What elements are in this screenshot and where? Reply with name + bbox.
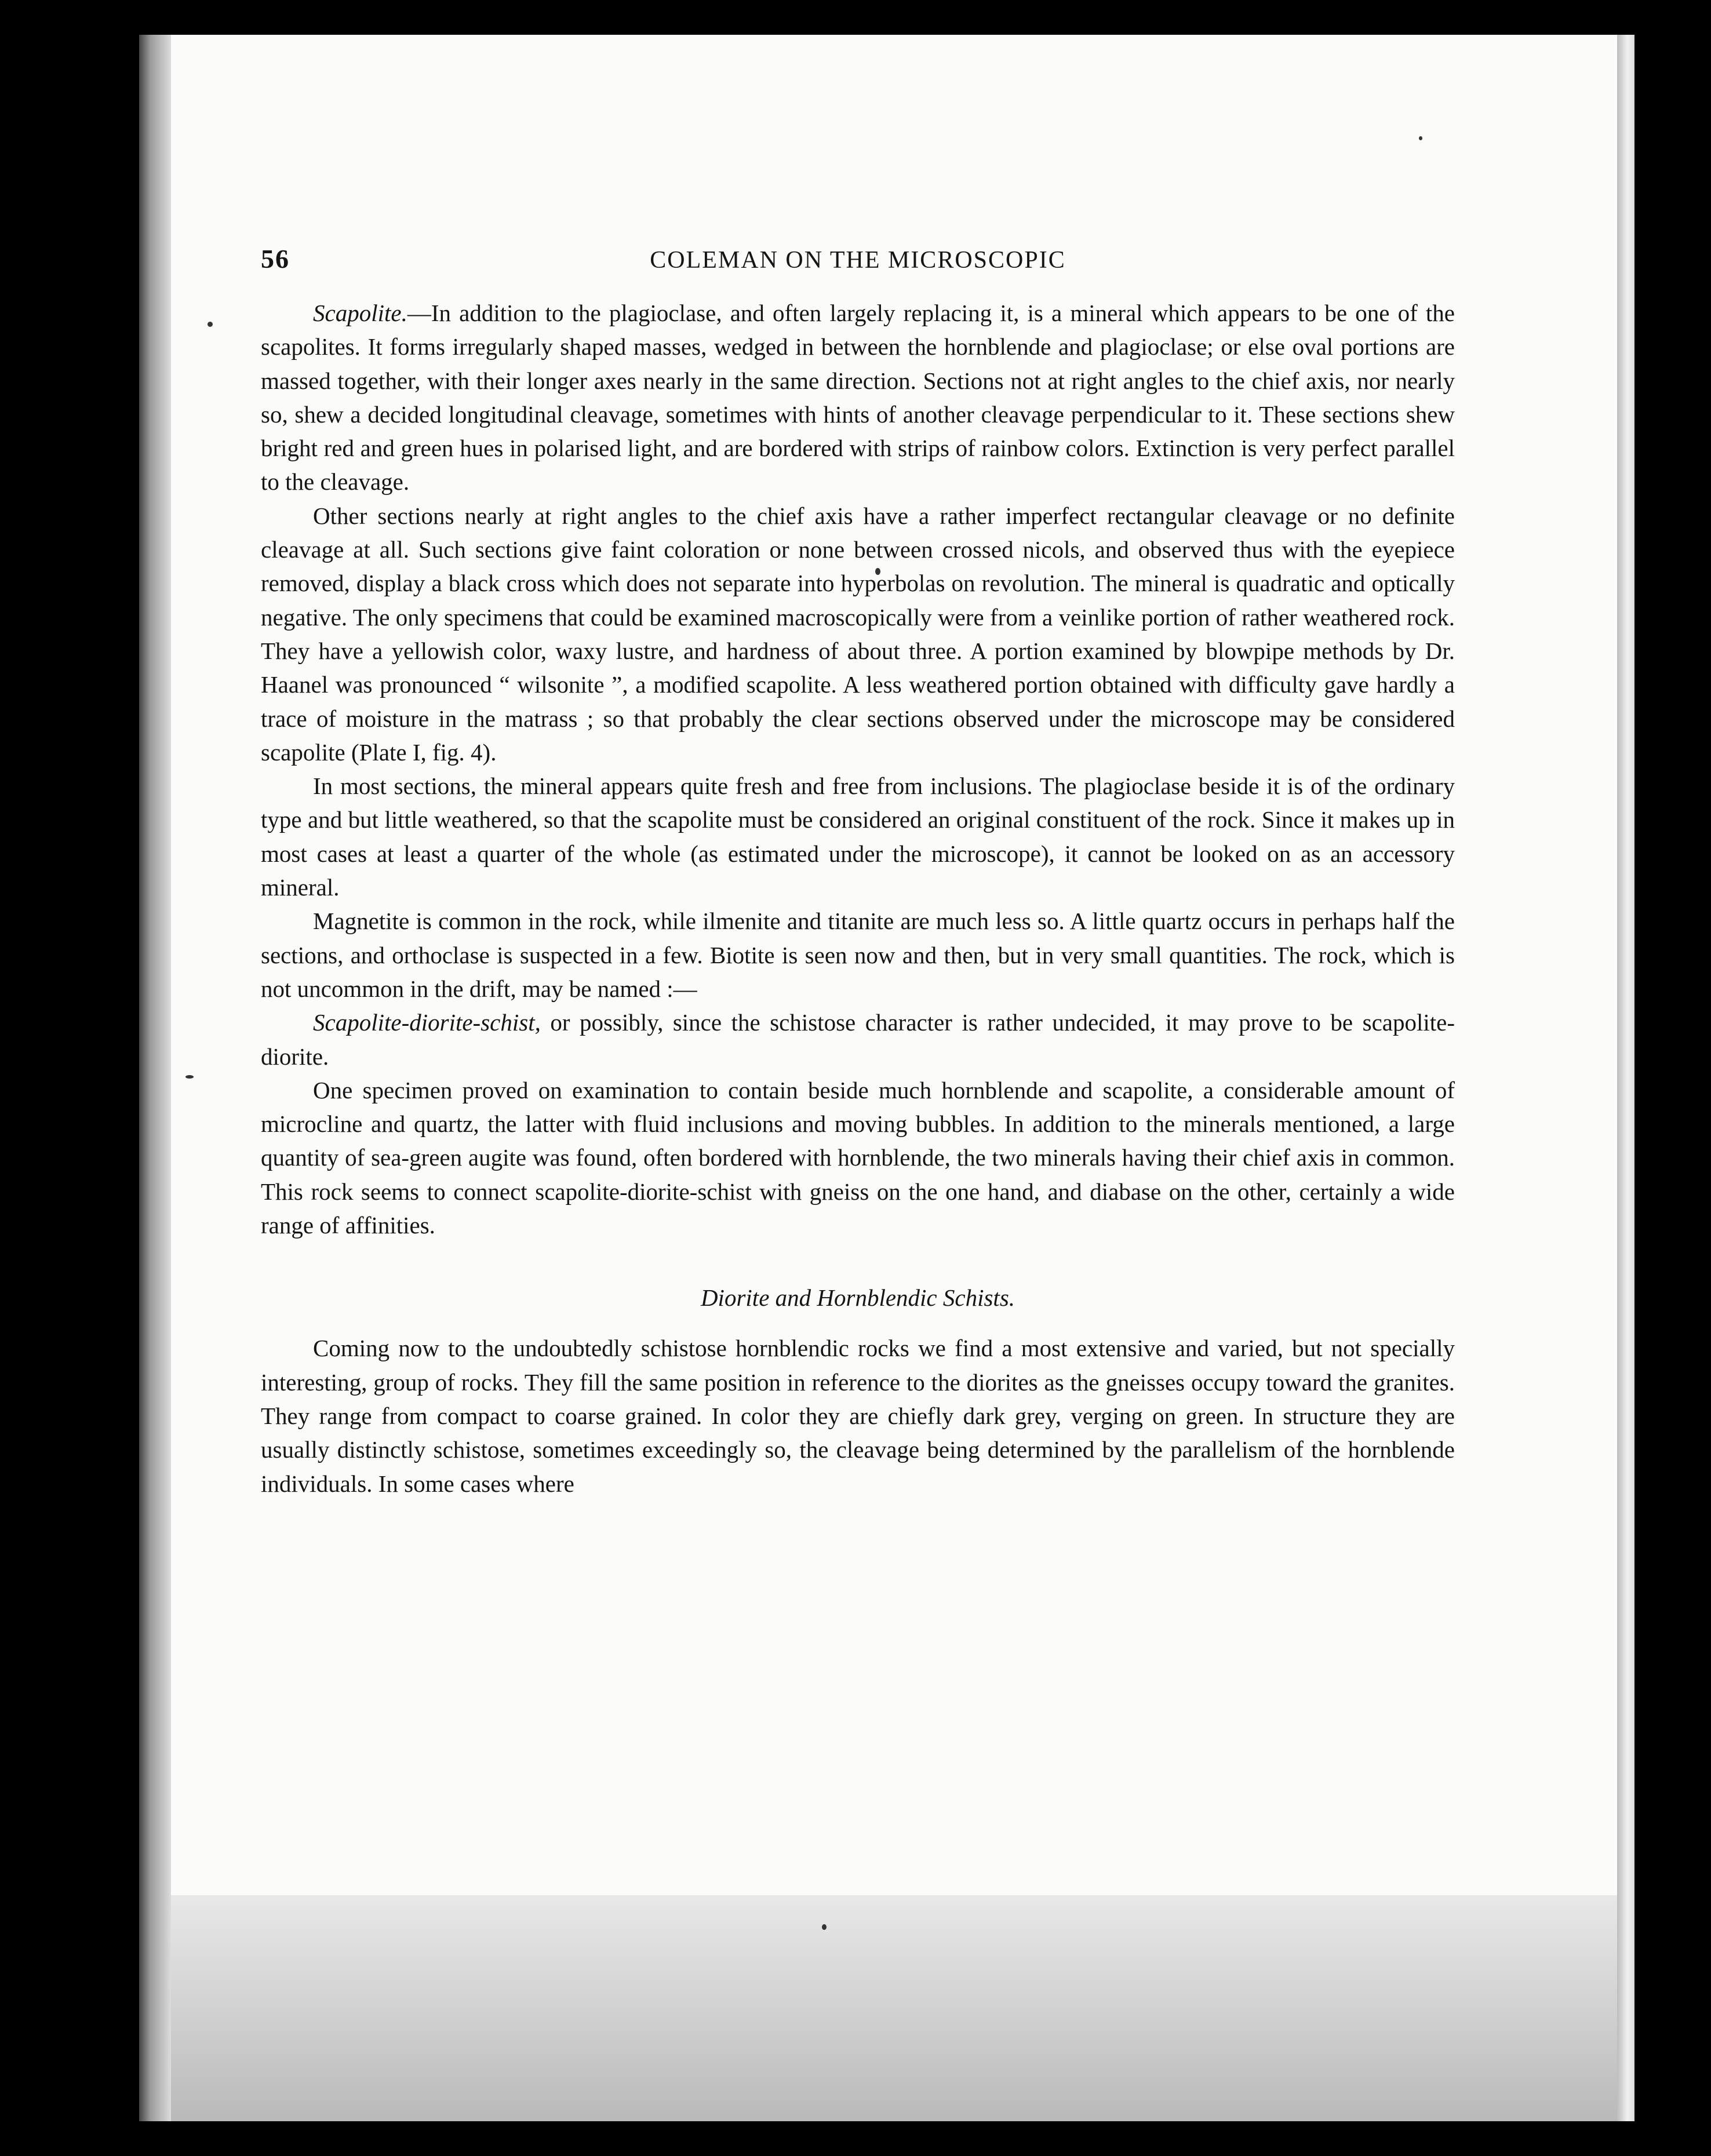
scan-shadow-band: [139, 1895, 1617, 2121]
running-head: [261, 243, 1455, 274]
paragraph-magnetite: [261, 904, 1455, 1006]
paragraph-text: —In addition to the plagioclase, and often largely replacing it, is a mineral which appears to be one of the scapolites. It forms irregularly shaped masses, wedged in between the hornblende and plagioclase; or else oval portions are massed together, with their longer axes nearly in the same direction. Sections not at right angles to the chief axis, nor nearly so, shew a decided longitudinal cleavage, sometimes with hints of another cleavage perpendicular to it. These sections shew bright red and green hues in polarised light, and are bordered with strips of rainbow colors. Extinction is very perfect parallel to the cleavage.: [261, 300, 1455, 496]
page-number: 56: [261, 244, 290, 274]
scan-left-edge: [139, 35, 171, 2121]
paragraph-rock-name: [261, 1006, 1455, 1073]
scan-speck: [185, 1075, 194, 1079]
paragraph-text: One specimen proved on examination to contain beside much hornblende and scapolite, a considerable amount of microcline and quartz, the latter with fluid inclusions and moving bubbles. In addition to the minerals mentioned, a large quantity of sea-green augite was found, often bordered with hornblende, the two minerals having their chief axis in common. This rock seems to connect scapolite-diorite-schist with gneiss on the one hand, and diabase on the other, certainly a wide range of affinities.: [261, 1076, 1455, 1239]
scan-speck: [1419, 136, 1422, 140]
paragraph-one-specimen: [261, 1073, 1455, 1242]
paragraph-text: or possibly, since the schistose character is rather undecided, it may prove to be scapolite-diorite.: [261, 1009, 1455, 1070]
paragraph-text: Coming now to the undoubtedly schistose hornblendic rocks we find a most extensive and varied, but not specially interesting, group of rocks. They fill the same position in reference to the diorites as the gneisses occupy toward the granites. They range from compact to coarse grained. In color they are chiefly dark grey, verging on green. In structure they are usually distinctly schistose, sometimes exceedingly so, the cleavage being determined by the parallelism of the hornblende individuals. In some cases where: [261, 1335, 1455, 1497]
paragraph-other-sections: [261, 499, 1455, 769]
paragraph-hornblendic-schists: [261, 1331, 1455, 1500]
paragraph-text: In most sections, the mineral appears quite fresh and free from inclusions. The plagioclase beside it is of the ordinary type and but little weathered, so that the scapolite must be considered an original constituent of the rock. Since it makes up in most cases at least a quarter of the whole (as estimated under the microscope), it cannot be looked on as an accessory mineral.: [261, 773, 1455, 901]
scan-speck: [207, 322, 213, 327]
running-title: COLEMAN ON THE MICROSCOPIC: [650, 247, 1066, 274]
paragraph-scapolite: [261, 296, 1455, 499]
paragraph-lead: Scapolite.: [313, 300, 407, 326]
scan-speck: [822, 1924, 827, 1930]
paragraph-text: Magnetite is common in the rock, while ilmenite and titanite are much less so. A little quartz occurs in perhaps half the sections, and orthoclase is suspected in a few. Biotite is seen now and then, but in very small quantities. The rock, which is not uncommon in the drift, may be named :—: [261, 908, 1455, 1002]
paragraph-most-sections: [261, 769, 1455, 904]
scan-right-edge: [1617, 35, 1634, 2121]
section-heading: Diorite and Hornblendic Schists.: [700, 1284, 1015, 1312]
page-text: [261, 243, 1455, 1501]
paragraph-text: Other sections nearly at right angles to the chief axis have a rather imperfect rectangular cleavage or no definite cleavage at all. Such sections give faint coloration or none between crossed nicols, and observed thus with the eyepiece removed, display a black cross which does not separate into hyperbolas on revolution. The mineral is quadratic and optically negative. The only specimens that could be examined macroscopically were from a veinlike portion of rather weathered rock. They have a yellowish color, waxy lustre, and hardness of about three. A portion examined by blowpipe methods by Dr. Haanel was pronounced “ wilsonite ”, a modified scapolite. A less weathered portion obtained with difficulty gave hardly a trace of moisture in the matrass ; so that probably the clear sections observed under the microscope may be considered scapolite (Plate I, fig. 4).: [261, 502, 1455, 766]
paragraph-lead: Scapolite-diorite-schist,: [313, 1009, 541, 1036]
